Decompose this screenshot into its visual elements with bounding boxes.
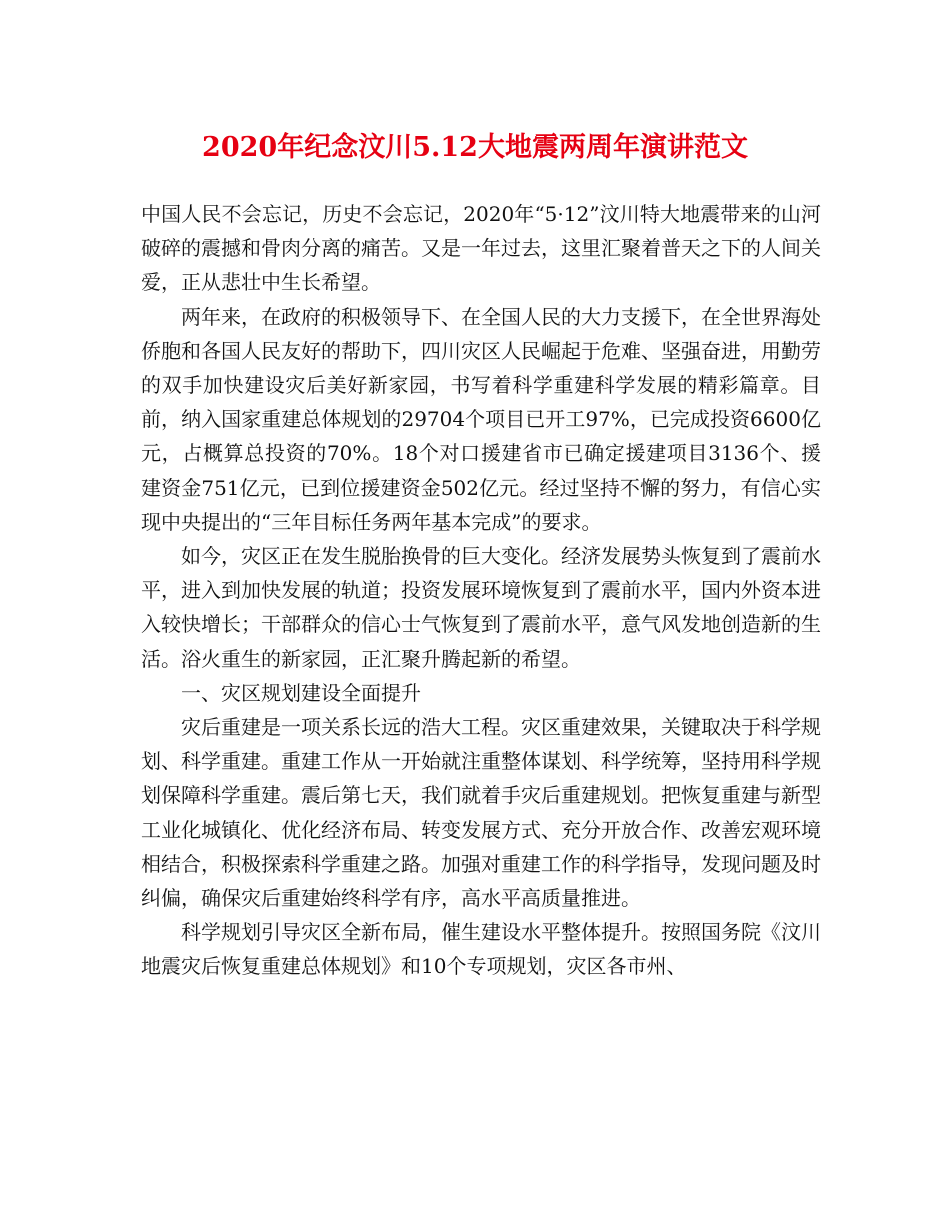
paragraph-intro: 中国人民不会忘记，历史不会忘记，2020年“5·12”汶川特大地震带来的山河破碎的震撼和骨肉分离的痛苦。又是一年过去，这里汇聚着普天之下的人间关爱，正从悲壮中生长希望。 <box>141 202 821 295</box>
paragraph-planning: 灾后重建是一项关系长远的浩大工程。灾区重建效果，关键取决于科学规划、科学重建。重建工作从一开始就注重整体谋划、科学统筹，坚持用科学规划保障科学重建。震后第七天，我们就着手灾后重建规划。把恢复重建与新型工业化城镇化、优化经济布局、转变发展方式、充分开放合作、改善宏观环境相结合，积极探索科学重建之路。加强对重建工作的科学指导，发现问题及时纠偏，确保灾后重建始终科学有序，高水平高质量推进。 <box>141 715 821 911</box>
section-heading-1: 一、灾区规划建设全面提升 <box>181 680 421 705</box>
paragraph-two-years: 两年来，在政府的积极领导下、在全国人民的大力支援下，在全世界海处侨胞和各国人民友好的帮助下，四川灾区人民崛起于危难、坚强奋进，用勤劳的双手加快建设灾后美好新家园，书写着科学重建科学发展的精彩篇章。目前，纳入国家重建总体规划的29704个项目已开工97%，已完成投资6600亿元，占概算总投资的70%。18个对口援建省市已确定援建项目3136个、援建资金751亿元，已到位援建资金502亿元。经过坚持不懈的努力，有信心实现中央提出的“三年目标任务两年基本完成”的要求。 <box>141 304 821 534</box>
document-title: 2020年纪念汶川5.12大地震两周年演讲范文 <box>202 132 748 163</box>
paragraph-changes: 如今，灾区正在发生脱胎换骨的巨大变化。经济发展势头恢复到了震前水平，进入到加快发展的轨道；投资发展环境恢复到了震前水平，国内外资本进入较快增长；干部群众的信心士气恢复到了震前水平，意气风发地创造新的生活。浴火重生的新家园，正汇聚升腾起新的希望。 <box>141 544 821 671</box>
paragraph-layout: 科学规划引导灾区全新布局，催生建设水平整体提升。按照国务院《汶川地震灾后恢复重建总体规划》和10个专项规划，灾区各市州、 <box>141 920 821 979</box>
document-body <box>141 197 821 984</box>
